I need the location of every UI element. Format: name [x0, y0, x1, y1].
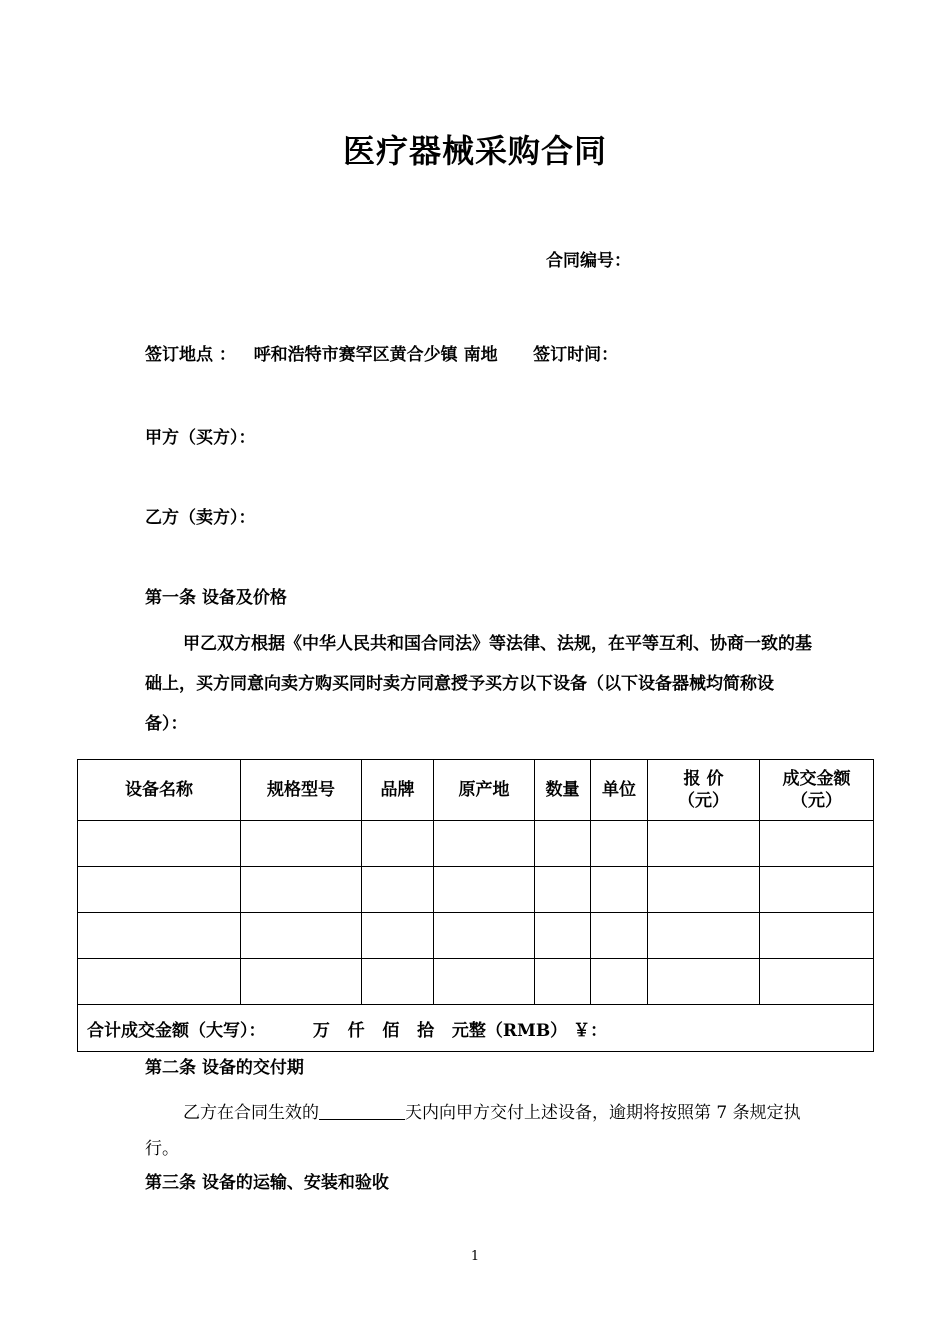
table-cell [241, 913, 362, 959]
header-brand: 品牌 [362, 760, 434, 821]
contract-number-label: 合同编号： [546, 251, 631, 271]
table-total-row [78, 1005, 874, 1052]
header-model: 规格型号 [241, 760, 362, 821]
table-header-row [78, 760, 874, 821]
table-cell [760, 821, 874, 867]
table-cell [362, 821, 434, 867]
article-2-text-before: 乙方在合同生效的 [183, 1103, 319, 1123]
sign-time-label: 签订时间： [533, 345, 619, 365]
table-cell [78, 959, 241, 1005]
article-2-text-after: 天内向甲方交付上述设备，逾期将按照第 7 条规定执行。 [145, 1103, 801, 1159]
table-cell [591, 821, 648, 867]
table-row [78, 959, 874, 1005]
article-1-heading: 第一条 设备及价格 [145, 588, 287, 608]
table-cell [648, 913, 760, 959]
article-1-paragraph [145, 624, 815, 744]
party-b-label: 乙方（卖方）： [145, 508, 256, 528]
header-origin: 原产地 [434, 760, 535, 821]
table-row [78, 913, 874, 959]
table-cell [591, 959, 648, 1005]
document-title: 医疗器械采购合同 [342, 132, 607, 170]
table-row [78, 867, 874, 913]
header-unit: 单位 [591, 760, 648, 821]
table-cell [78, 913, 241, 959]
equipment-table [77, 759, 874, 1052]
table-cell [760, 913, 874, 959]
article-2-paragraph [145, 1095, 815, 1167]
table-cell [760, 867, 874, 913]
page-number: 1 [470, 1249, 480, 1264]
sign-place-value: 呼和浩特市赛罕区黄合少镇 南地 [253, 345, 498, 365]
table-cell [760, 959, 874, 1005]
article-1-text: 甲乙双方根据《中华人民共和国合同法》等法律、法规，在平等互利、协商一致的基础上，买方同意向卖方购买同时卖方同意授予买方以下设备（以下设备器械均简称设备）： [145, 634, 812, 734]
table-cell [648, 821, 760, 867]
delivery-days-blank [319, 1102, 405, 1120]
table-cell [535, 959, 591, 1005]
article-3-heading: 第三条 设备的运输、安装和验收 [145, 1173, 389, 1193]
table-cell [362, 959, 434, 1005]
header-device-name: 设备名称 [78, 760, 241, 821]
table-cell [434, 867, 535, 913]
table-cell [241, 959, 362, 1005]
table-cell [241, 821, 362, 867]
table-cell [362, 913, 434, 959]
sign-place-label: 签订地点 ： [145, 345, 236, 365]
table-cell [648, 867, 760, 913]
party-a-label: 甲方（买方）： [145, 428, 256, 448]
header-amount: 成交金额 （元） [760, 760, 874, 821]
table-cell [648, 959, 760, 1005]
table-cell [535, 821, 591, 867]
table-cell [78, 821, 241, 867]
header-quantity: 数量 [535, 760, 591, 821]
table-cell [434, 821, 535, 867]
table-cell [591, 867, 648, 913]
table-cell [535, 867, 591, 913]
header-price: 报 价 （元） [648, 760, 760, 821]
table-cell [535, 913, 591, 959]
table-cell [591, 913, 648, 959]
table-cell [241, 867, 362, 913]
table-cell [78, 867, 241, 913]
table-cell [434, 913, 535, 959]
table-cell [434, 959, 535, 1005]
total-amount-label: 合计成交金额（大写）： 万 仟 佰 拾 元整（RMB） ￥： [78, 1005, 874, 1052]
sign-place-row [145, 340, 618, 365]
article-2-heading: 第二条 设备的交付期 [145, 1058, 304, 1078]
table-row [78, 821, 874, 867]
table-cell [362, 867, 434, 913]
